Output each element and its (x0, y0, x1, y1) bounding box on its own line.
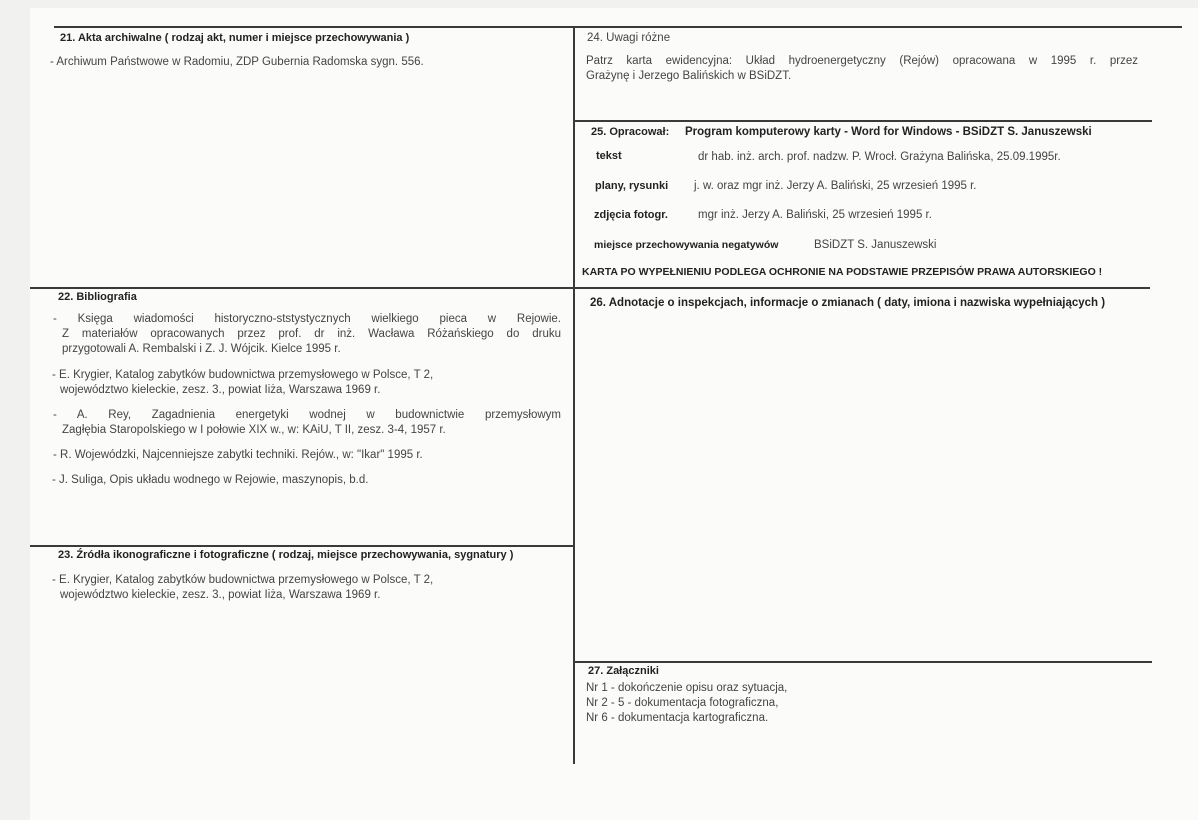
section-21-item: - Archiwum Państwowe w Radomiu, ZDP Gubernia Radomska sygn. 556. (50, 56, 424, 68)
iconography-1-line-2: województwo kieleckie, zesz. 3., powiat Iiża, Warszawa 1969 r. (60, 589, 381, 601)
attachment-2: Nr 2 - 5 - dokumentacja fotograficzna, (586, 697, 779, 709)
bibliography-5: - J. Suliga, Opis układu wodnego w Rejowie, maszynopis, b.d. (52, 474, 369, 486)
rule-22-top (30, 287, 1150, 289)
section-22-title: 22. Bibliografia (58, 291, 137, 303)
iconography-1-line-1: - E. Krygier, Katalog zabytków budownictwa przemysłowego w Polsce, T 2, (52, 574, 434, 586)
bibliography-1-line-3: przygotowali A. Rembalski i Z. J. Wójcik. Kielce 1995 r. (62, 343, 341, 355)
attachment-3: Nr 6 - dokumentacja kartograficzna. (586, 712, 769, 724)
section-24-title: 24. Uwagi różne (587, 32, 671, 44)
bibliography-4: - R. Wojewódzki, Najcenniejsze zabytki techniki. Rejów., w: "Ikar" 1995 r. (53, 449, 423, 461)
section-24-line-1: Patrz karta ewidencyjna: Układ hydroenergetyczny (Rejów) opracowana w 1995 r. przez (586, 55, 1138, 67)
section-25-label: 25. Opracował: (591, 126, 670, 138)
section-27-title: 27. Załączniki (588, 665, 659, 677)
zdjecia-label: zdjęcia fotogr. (594, 209, 668, 221)
section-21-title: 21. Akta archiwalne ( rodzaj akt, numer i miejsce przechowywania ) (60, 32, 410, 44)
rule-23-top (30, 545, 573, 547)
plany-label: plany, rysunki (595, 180, 669, 192)
tekst-value: dr hab. inż. arch. prof. nadzw. P. Wrocł. Grażyna Balińska, 25.09.1995r. (698, 151, 1061, 163)
copyright-notice: KARTA PO WYPEŁNIENIU PODLEGA OCHRONIE NA PODSTAWIE PRZEPISÓW PRAWA AUTORSKIEGO ! (582, 266, 1103, 278)
column-divider (573, 26, 575, 764)
section-23-title: 23. Źródła ikonograficzne i fotograficzne ( rodzaj, miejsce przechowywania, sygnatury ) (58, 549, 514, 561)
rule-25-top (575, 120, 1152, 122)
attachment-1: Nr 1 - dokończenie opisu oraz sytuacja, (586, 682, 788, 694)
bibliography-1-line-2: Z materiałów opracowanych przez prof. dr inż. Wacława Różańskiego do druku (62, 328, 561, 340)
tekst-label: tekst (596, 150, 622, 162)
plany-value: j. w. oraz mgr inż. Jerzy A. Baliński, 25 wrzesień 1995 r. (694, 180, 977, 192)
bibliography-3-line-2: Zagłębia Staropolskiego w I połowie XIX w., w: KAiU, T II, zesz. 3-4, 1957 r. (62, 424, 446, 436)
miejsce-value: BSiDZT S. Januszewski (814, 239, 937, 251)
section-24-line-2: Grażynę i Jerzego Balińskich w BSiDZT. (586, 70, 792, 82)
bibliography-3-line-1: - A. Rey, Zagadnienia energetyki wodnej w budownictwie przemysłowym (53, 409, 561, 421)
bibliography-1-line-1: - Księga wiadomości historyczno-ststystycznych wielkiego pieca w Rejowie. (53, 313, 561, 325)
top-rule (54, 26, 1182, 28)
section-26-title: 26. Adnotacje o inspekcjach, informacje o zmianach ( daty, imiona i nazwiska wypełniających ) (590, 297, 1106, 309)
record-card (30, 8, 1198, 820)
miejsce-label: miejsce przechowywania negatywów (594, 239, 779, 251)
section-25-program: Program komputerowy karty - Word for Windows - BSiDZT S. Januszewski (685, 126, 1092, 138)
bibliography-2-line-2: województwo kieleckie, zesz. 3., powiat Iiża, Warszawa 1969 r. (60, 384, 381, 396)
zdjecia-value: mgr inż. Jerzy A. Baliński, 25 wrzesień 1995 r. (698, 209, 932, 221)
bibliography-2-line-1: - E. Krygier, Katalog zabytków budownictwa przemysłowego w Polsce, T 2, (52, 369, 434, 381)
rule-27-top (575, 661, 1152, 663)
